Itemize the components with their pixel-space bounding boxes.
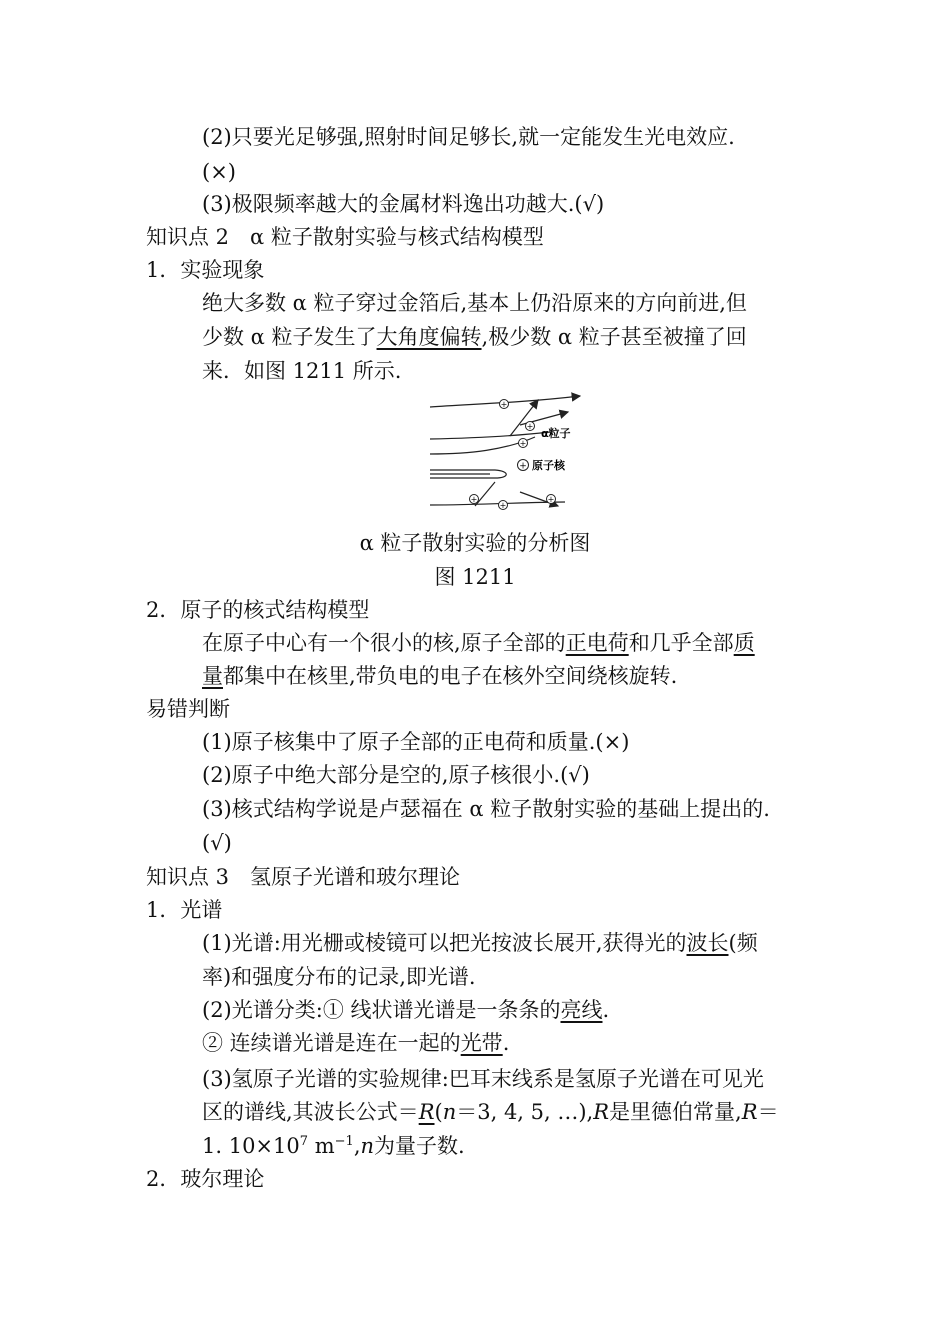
text: 是里德伯常量, xyxy=(609,1100,742,1124)
paragraph-line-3: 来．如图 1211 所示. xyxy=(202,359,402,383)
text: ＝3, 4, 5, …), xyxy=(456,1100,594,1124)
text: 1. 10×10 xyxy=(202,1134,300,1158)
underlined-term: 正电荷 xyxy=(565,631,629,655)
spectrum-line-2: 率)和强度分布的记录,即光谱. xyxy=(202,965,476,989)
line-s1-item2b: (×) xyxy=(202,160,236,184)
trajectory-6 xyxy=(475,482,495,506)
figure-number: 图 1211 xyxy=(434,565,516,589)
heading-knowledge-point-2: 知识点 2 α 粒子散射实验与核式结构模型 xyxy=(146,225,544,249)
svg-text:+: + xyxy=(547,495,555,504)
spectrum-line-7 xyxy=(202,1131,465,1161)
text: 和几乎全部 xyxy=(628,631,734,655)
text: . xyxy=(602,998,610,1022)
trajectory-5 xyxy=(430,502,565,505)
nucleus xyxy=(518,460,529,472)
label-nucleus: 原子核 xyxy=(532,459,565,472)
text: ( xyxy=(434,1100,443,1124)
underlined-term: 波长 xyxy=(686,931,729,955)
text: m xyxy=(308,1134,335,1158)
paragraph-line-1: 绝大多数 α 粒子穿过金箔后,基本上仍沿原来的方向前进,但 xyxy=(202,291,747,315)
line-s1-item2a: (2)只要光足够强,照射时间足够长,就一定能发生光电效应. xyxy=(202,125,735,149)
subheading-experiment: 1．实验现象 xyxy=(146,258,265,282)
trajectory-2-deflect xyxy=(510,400,538,436)
figure-caption: α 粒子散射实验的分析图 xyxy=(359,531,591,555)
formula-r: R xyxy=(593,1100,610,1124)
subheading-nuclear-model: 2．原子的核式结构模型 xyxy=(146,598,370,622)
paragraph-model-2 xyxy=(202,661,677,691)
spectrum-line-1 xyxy=(202,928,758,958)
text: ＝ xyxy=(757,1100,779,1124)
svg-text:+: + xyxy=(519,461,527,472)
superscript: −1 xyxy=(334,1134,354,1149)
spectrum-line-4 xyxy=(202,1028,509,1058)
alpha-particle-3 xyxy=(519,439,528,449)
line-s1-item3: (3)极限频率越大的金属材料逸出功越大.(√) xyxy=(202,192,605,216)
alpha-particle-4 xyxy=(470,495,479,505)
text: (2)光谱分类:① 线状谱光谱是一条条的 xyxy=(202,998,561,1022)
svg-text:+: + xyxy=(499,501,507,510)
svg-text:+: + xyxy=(526,422,534,431)
spectrum-line-5: (3)氢原子光谱的实验规律:巴耳末线系是氢原子光谱在可见光 xyxy=(202,1067,764,1091)
text: . xyxy=(502,1031,510,1055)
spectrum-line-3 xyxy=(202,995,609,1025)
text: 区的谱线,其波长公式＝ xyxy=(202,1100,419,1124)
paragraph-model-1 xyxy=(202,628,755,658)
svg-text:+: + xyxy=(500,400,508,409)
alpha-particle-2 xyxy=(526,422,535,432)
judge-item-3a: (3)核式结构学说是卢瑟福在 α 粒子散射实验的基础上提出的. xyxy=(202,797,770,821)
text: 都集中在核里,带负电的电子在核外空间绕核旋转. xyxy=(223,664,678,688)
superscript: 7 xyxy=(299,1134,309,1149)
judge-item-3b: (√) xyxy=(202,831,232,855)
text: 在原子中心有一个很小的核,原子全部的 xyxy=(202,631,566,655)
heading-knowledge-point-3: 知识点 3 氢原子光谱和玻尔理论 xyxy=(146,865,461,889)
text: , xyxy=(353,1134,361,1158)
svg-text:+: + xyxy=(470,495,478,504)
underlined-term: 量 xyxy=(202,664,223,688)
text: (1)光谱:用光栅或棱镜可以把光按波长展开,获得光的 xyxy=(202,931,687,955)
alpha-particle-1 xyxy=(500,400,509,410)
formula-n: n xyxy=(442,1100,457,1124)
spectrum-line-6 xyxy=(202,1097,779,1127)
alpha-particle-5 xyxy=(499,501,508,511)
paragraph-line-2 xyxy=(202,322,747,352)
underlined-term: 亮线 xyxy=(560,998,603,1022)
text: ② 连续谱光谱是连在一起的 xyxy=(202,1031,461,1055)
judge-item-1: (1)原子核集中了原子全部的正电荷和质量.(×) xyxy=(202,730,630,754)
subheading-spectrum: 1．光谱 xyxy=(146,898,223,922)
underlined-term: 大角度偏转 xyxy=(376,325,482,349)
formula-r: R xyxy=(741,1100,758,1124)
text: 少数 α 粒子发生了 xyxy=(202,325,377,349)
subheading-bohr-theory: 2．玻尔理论 xyxy=(146,1167,265,1191)
alpha-scattering-figure xyxy=(420,392,590,517)
text: ,极少数 α 粒子甚至被撞了回 xyxy=(481,325,747,349)
svg-text:+: + xyxy=(519,439,527,448)
alpha-particle-6 xyxy=(547,495,556,505)
formula-n: n xyxy=(360,1134,375,1158)
judge-item-2: (2)原子中绝大部分是空的,原子核很小.(√) xyxy=(202,763,590,787)
label-alpha-particle: α粒子 xyxy=(541,427,571,440)
text: 为量子数. xyxy=(374,1134,465,1158)
formula-r: R xyxy=(418,1100,435,1124)
underlined-term: 光带 xyxy=(460,1031,503,1055)
underlined-term: 质 xyxy=(733,631,755,655)
judge-heading: 易错判断 xyxy=(146,697,230,721)
text: (频 xyxy=(728,931,758,955)
